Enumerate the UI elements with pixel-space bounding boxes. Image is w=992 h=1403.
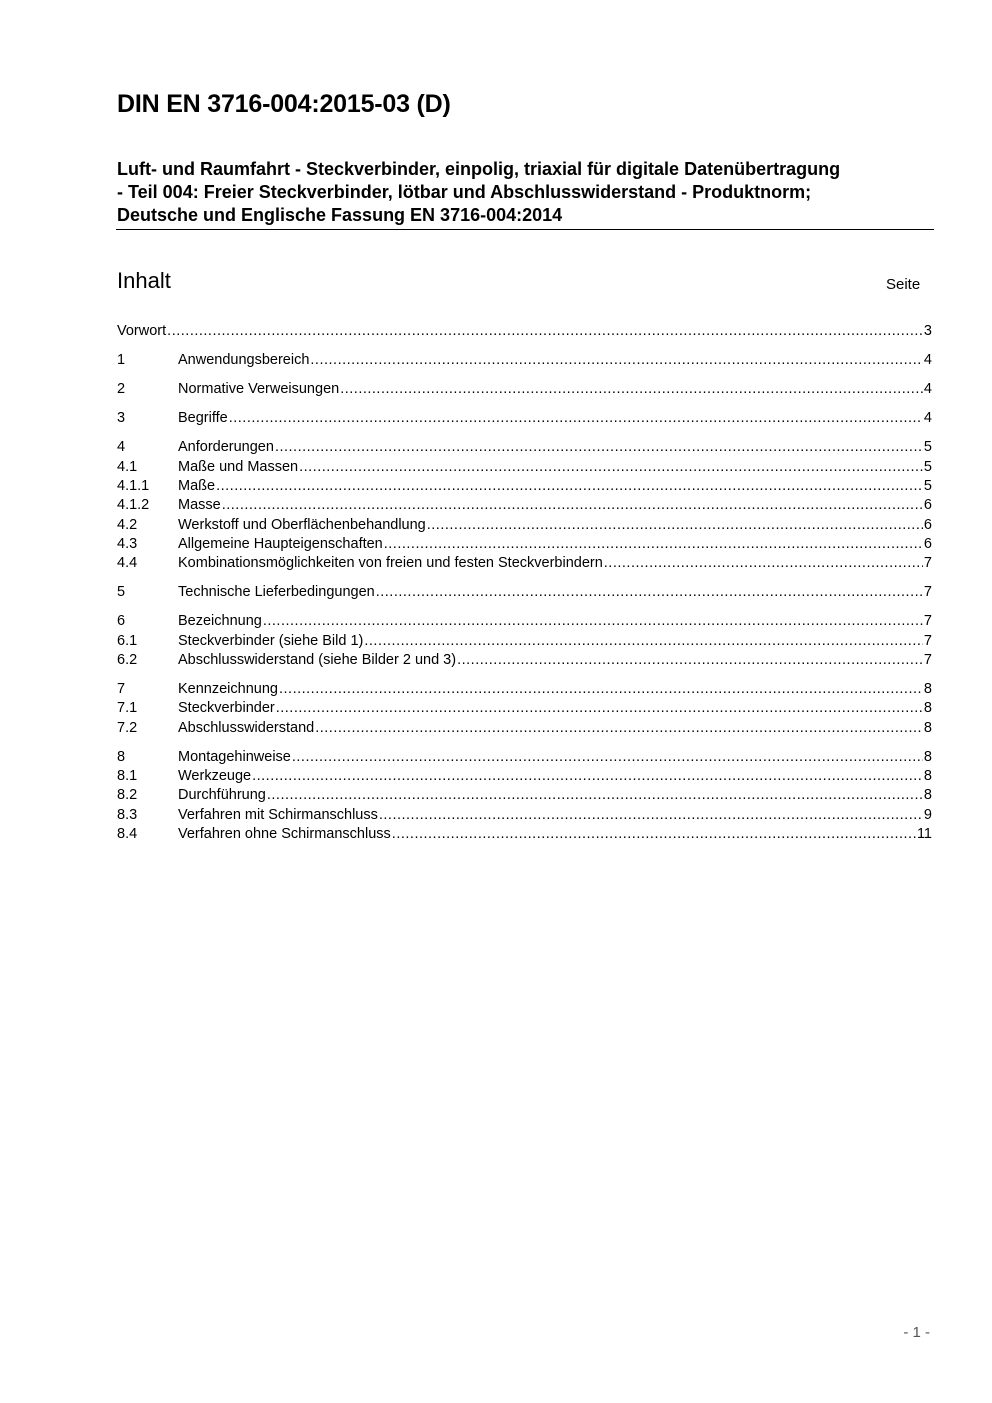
toc-entry[interactable]: [117, 554, 932, 573]
toc-dot-leader: [457, 651, 923, 670]
subtitle-line-3: Deutsche und Englische Fassung EN 3716-004:2014: [117, 205, 563, 225]
toc-entry[interactable]: [117, 583, 932, 602]
toc-entry-page: 11: [916, 825, 932, 842]
subtitle-line-1: Luft- und Raumfahrt - Steckverbinder, einpolig, triaxial für digitale Datenübertragung: [117, 159, 841, 179]
toc-entry-label: Werkzeuge: [178, 768, 252, 785]
toc-entry[interactable]: [117, 380, 932, 399]
toc-entry-label: Durchführung: [178, 787, 266, 804]
toc-entry-number: 4.1.1: [117, 477, 150, 494]
toc-entry-page: 9: [923, 806, 932, 823]
toc-entry-number: 8.3: [117, 806, 138, 823]
toc-entry[interactable]: [117, 409, 932, 428]
toc-dot-leader: [340, 380, 923, 399]
toc-entry[interactable]: [117, 632, 932, 651]
toc-entry-number: 8.1: [117, 768, 138, 785]
toc-entry-number: 4.3: [117, 535, 138, 552]
toc-entry-number: 4.1.2: [117, 497, 150, 514]
toc-entry[interactable]: [117, 351, 932, 370]
toc-entry-number: 8.2: [117, 787, 138, 804]
toc-entry-page: 8: [923, 768, 932, 785]
toc-entry-page: 5: [923, 477, 932, 494]
toc-entry[interactable]: [117, 477, 932, 496]
toc-entry-number: 6.2: [117, 651, 138, 668]
subtitle-line-2: - Teil 004: Freier Steckverbinder, lötbar und Abschlusswiderstand - Produktnorm;: [117, 182, 812, 202]
toc-entry-label: Technische Lieferbedingungen: [178, 584, 375, 601]
toc-entry-label: Anwendungsbereich: [178, 352, 310, 369]
toc-heading: Inhalt: [117, 268, 171, 293]
toc-entry-label: Anforderungen: [178, 439, 274, 456]
toc-entry[interactable]: [117, 748, 932, 767]
toc-entry-label: Begriffe: [178, 410, 228, 427]
toc-entry-label: Normative Verweisungen: [178, 381, 340, 398]
toc-entry-page: 6: [923, 535, 932, 552]
toc-entry-label: Verfahren ohne Schirmanschluss: [178, 825, 391, 842]
toc-entry-page: 4: [923, 410, 932, 427]
toc-entry-number: 7.2: [117, 719, 138, 736]
toc-dot-leader: [276, 699, 923, 718]
toc-entry[interactable]: [117, 458, 932, 477]
toc-entry-number: 4.1: [117, 458, 138, 475]
toc-entry-page: 5: [923, 458, 932, 475]
toc-entry-page: 3: [923, 323, 932, 339]
toc-entry-label: Kombinationsmöglichkeiten von freien und festen Steckverbindern: [178, 555, 603, 572]
toc-entry-page: 7: [923, 555, 932, 572]
toc-entry[interactable]: [117, 680, 932, 699]
toc-entry-label: Verfahren mit Schirmanschluss: [178, 806, 378, 823]
toc-entry-page: 8: [923, 719, 932, 736]
toc-dot-leader: [392, 825, 916, 844]
toc-dot-leader: [379, 806, 923, 825]
toc-dot-leader: [364, 632, 923, 651]
toc-entry-number: 4.4: [117, 555, 138, 572]
toc-entry-page: 6: [923, 497, 932, 514]
toc-dot-leader: [167, 322, 923, 341]
toc-entry-number: 5: [117, 584, 126, 601]
toc-entry-page: 5: [923, 439, 932, 456]
toc-entry-label: Steckverbinder (siehe Bild 1): [178, 632, 364, 649]
toc-entry-page: 7: [923, 632, 932, 649]
toc-entry[interactable]: [117, 612, 932, 631]
toc-entry-label: Bezeichnung: [178, 613, 262, 630]
page-number: - 1 -: [903, 1324, 930, 1341]
toc-entry[interactable]: [117, 651, 932, 670]
toc-entry-number: 7: [117, 681, 126, 698]
toc-entry[interactable]: [117, 516, 932, 535]
toc-entry-number: 3: [117, 410, 126, 427]
toc-entry-page: 8: [923, 700, 932, 717]
toc-entry[interactable]: [117, 825, 932, 844]
document-subtitle: [117, 158, 935, 227]
toc-dot-leader: [384, 535, 923, 554]
toc-entry[interactable]: [117, 719, 932, 738]
toc-dot-leader: [252, 767, 923, 786]
toc-dot-leader: [310, 351, 923, 370]
toc-entry[interactable]: [117, 496, 932, 515]
toc-entry[interactable]: [117, 438, 932, 457]
toc-dot-leader: [267, 786, 923, 805]
toc-entry-label: Kennzeichnung: [178, 681, 278, 698]
toc-entry-page: 7: [923, 584, 932, 601]
toc-entry-page: 8: [923, 681, 932, 698]
toc-entry-page: 7: [923, 613, 932, 630]
toc-dot-leader: [315, 719, 923, 738]
toc-entry-number: 1: [117, 352, 126, 369]
toc-entry-label: Vorwort: [117, 323, 167, 339]
toc-entry-label: Werkstoff und Oberflächenbehandlung: [178, 516, 426, 533]
toc-dot-leader: [216, 477, 923, 496]
toc-entry-label: Steckverbinder: [178, 700, 275, 717]
toc-dot-leader: [427, 516, 923, 535]
toc-entry-page: 7: [923, 651, 932, 668]
toc-entry-label: Abschlusswiderstand (siehe Bilder 2 und 3): [178, 651, 457, 668]
toc-dot-leader: [292, 748, 923, 767]
document-title: DIN EN 3716-004:2015-03 (D): [117, 90, 451, 118]
toc-dot-leader: [222, 496, 923, 515]
toc-entry-page: 4: [923, 381, 932, 398]
toc-entry[interactable]: [117, 699, 932, 718]
title-divider: [116, 229, 934, 230]
toc-entry[interactable]: [117, 535, 932, 554]
table-of-contents: [117, 322, 932, 844]
toc-entry-number: 6: [117, 613, 126, 630]
toc-entry-label: Maße und Massen: [178, 458, 299, 475]
toc-entry[interactable]: [117, 806, 932, 825]
toc-dot-leader: [229, 409, 923, 428]
toc-entry-number: 7.1: [117, 700, 138, 717]
toc-entry[interactable]: [117, 767, 932, 786]
toc-entry-number: 8.4: [117, 825, 138, 842]
toc-entry-page: 8: [923, 787, 932, 804]
toc-entry-page: 4: [923, 352, 932, 369]
toc-entry-label: Maße: [178, 477, 216, 494]
toc-entry[interactable]: [117, 786, 932, 805]
toc-page-column-label: Seite: [886, 276, 921, 293]
toc-dot-leader: [279, 680, 923, 699]
toc-entry-number: 6.1: [117, 632, 138, 649]
toc-entry[interactable]: [117, 322, 932, 341]
toc-dot-leader: [263, 612, 923, 631]
toc-entry-label: Allgemeine Haupteigenschaften: [178, 535, 383, 552]
toc-entry-page: 6: [923, 516, 932, 533]
toc-entry-number: 4.2: [117, 516, 138, 533]
toc-dot-leader: [376, 583, 923, 602]
toc-dot-leader: [299, 458, 923, 477]
toc-entry-page: 8: [923, 748, 932, 765]
toc-entry-label: Masse: [178, 497, 221, 514]
toc-entry-label: Abschlusswiderstand: [178, 719, 315, 736]
toc-dot-leader: [275, 438, 923, 457]
toc-entry-number: 4: [117, 439, 126, 456]
toc-entry-number: 2: [117, 381, 126, 398]
toc-entry-label: Montagehinweise: [178, 748, 291, 765]
toc-entry-number: 8: [117, 748, 126, 765]
toc-dot-leader: [604, 554, 923, 573]
